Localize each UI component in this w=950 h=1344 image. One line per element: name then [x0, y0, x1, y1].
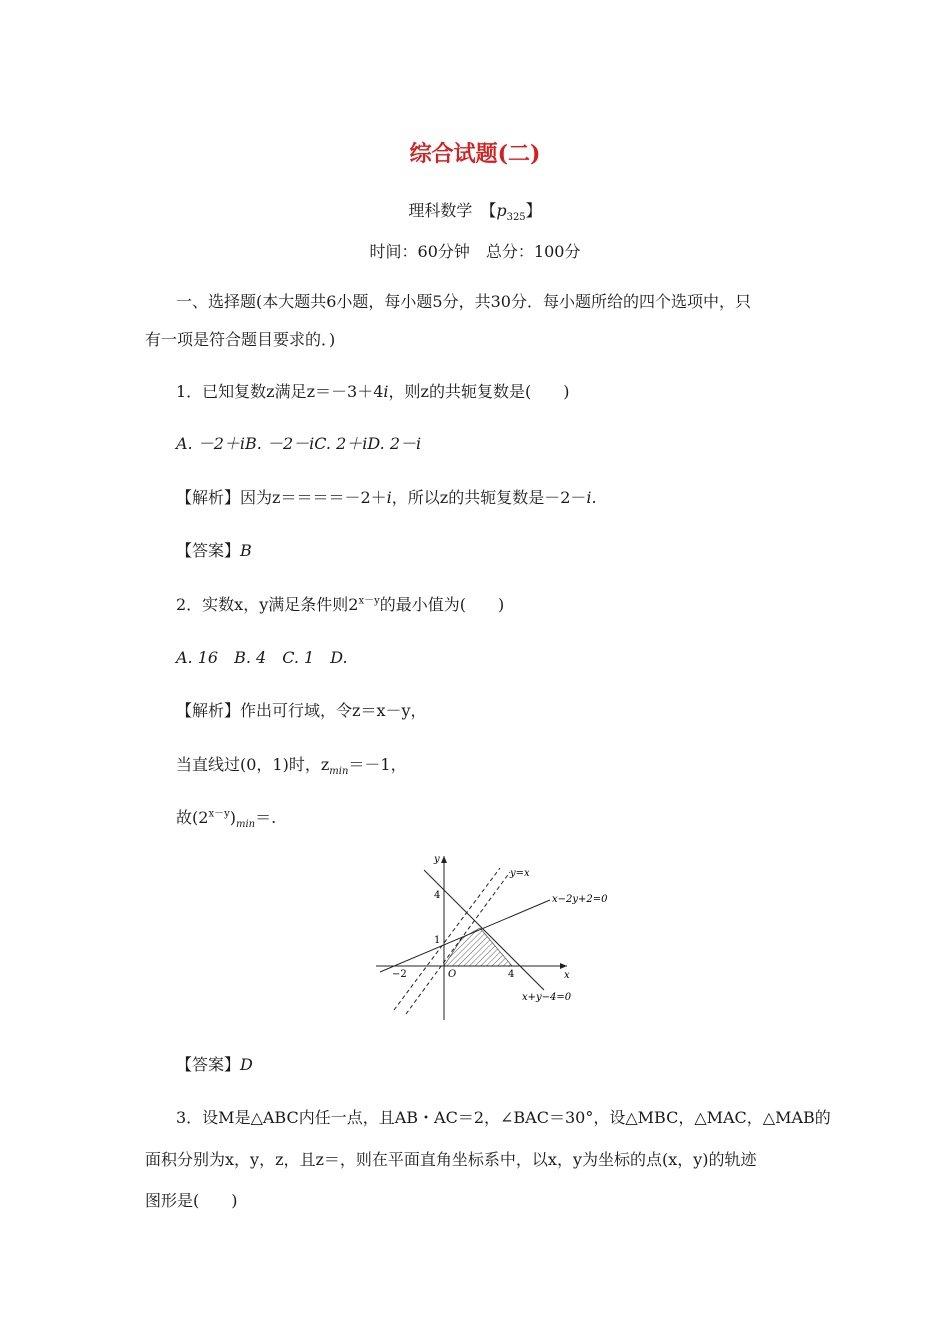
q2-stem-tail: 的最小值为( ) — [379, 595, 505, 614]
q2-exponent: x－y — [208, 808, 230, 820]
answer-label: 【答案】 — [176, 541, 241, 560]
question-2-analysis-line3 — [176, 808, 277, 831]
page-ref: p — [496, 201, 507, 220]
section-heading-line2: 有一项是符合题目要求的．) — [145, 330, 336, 349]
q1-stem-tail: ，则z的共轭复数是( ) — [388, 382, 570, 401]
origin-label: O — [448, 969, 457, 980]
q2-stem-text: 2．实数x，y满足条件则2 — [176, 595, 359, 614]
feasible-region-figure — [372, 848, 617, 1023]
subtitle-close: 】 — [525, 201, 542, 220]
label-line-1: x−2y+2=0 — [552, 894, 608, 905]
question-2-options: A. 16 B. 4 C. 1 D. — [176, 648, 348, 667]
question-1-analysis — [176, 488, 597, 508]
q2-line3-tail: ＝. — [255, 808, 277, 827]
x-axis-arrow-icon — [560, 963, 567, 969]
q2-analysis-text: 作出可行域，令z＝x－y， — [240, 701, 427, 720]
question-3-stem-line3: 图形是( ) — [145, 1191, 238, 1210]
q1-stem-text: 1．已知复数z满足z＝－3＋4 — [176, 382, 384, 401]
q2-line2-text: 当直线过(0，1)时，z — [176, 755, 330, 774]
line-y-equals-x-dashed — [406, 872, 510, 1014]
tick-label-4-y: 4 — [434, 890, 441, 901]
q1-imag-unit: i — [383, 382, 389, 401]
answer-label: 【答案】 — [176, 1055, 241, 1074]
subtitle — [0, 201, 950, 224]
q1-analysis-tail: ，所以z的共轭复数是－2－ — [391, 488, 587, 507]
shaded-region — [444, 928, 512, 966]
x-axis-label: x — [564, 970, 570, 981]
tick-label-neg2: −2 — [392, 969, 407, 980]
label-y-equals-x: y=x — [510, 868, 530, 879]
page-ref-number: 325 — [506, 212, 526, 224]
q2-min-subscript: min — [329, 766, 349, 778]
tick-label-4-x: 4 — [508, 969, 515, 980]
q2-paren: ) — [229, 808, 236, 827]
y-axis-arrow-icon — [441, 856, 447, 863]
analysis-label: 【解析】 — [176, 701, 241, 720]
q1-imag-unit: i — [386, 488, 392, 507]
q2-line3-text: 故(2 — [176, 808, 209, 827]
q2-exponent: x－y — [358, 595, 380, 607]
answer-value: B — [240, 541, 252, 560]
question-2-answer — [176, 1055, 253, 1075]
question-2-analysis — [176, 701, 427, 721]
subtitle-text: 理科数学 【 — [408, 201, 497, 220]
y-axis-label: y — [434, 854, 440, 865]
question-3-stem-line1: 3．设M是△ABC内任一点，且AB・AC＝2，∠BAC＝30°，设△MBC，△MAC，△MAB的 — [176, 1108, 831, 1127]
line-x-plus-y — [424, 870, 544, 990]
question-1-answer — [176, 541, 252, 561]
q2-line2-tail: ＝－1， — [348, 755, 407, 774]
answer-value: D — [240, 1055, 253, 1074]
question-2-analysis-line2 — [176, 755, 407, 778]
question-3-stem-line2: 面积分别为x，y，z，且z＝，则在平面直角坐标系中，以x，y为坐标的点(x，y)的轨迹 — [145, 1150, 757, 1169]
question-1-stem — [176, 382, 569, 402]
section-heading-line1: 一、选择题(本大题共6小题，每小题5分，共30分．每小题所给的四个选项中，只 — [176, 292, 751, 311]
exam-info: 时间：60分钟 总分：100分 — [369, 242, 581, 261]
analysis-label: 【解析】 — [176, 488, 241, 507]
tick-label-1-y: 1 — [434, 935, 441, 946]
page-title: 综合试题(二) — [409, 141, 541, 167]
q1-imag-unit: i. — [586, 488, 597, 507]
q1-analysis-text: 因为z＝＝＝＝－2＋ — [240, 488, 387, 507]
q2-min-subscript: min — [235, 819, 256, 831]
question-1-options: A. －2＋iB. －2－iC. 2＋iD. 2－i — [176, 434, 422, 453]
label-line-2: x+y−4=0 — [522, 992, 572, 1003]
question-2-stem — [176, 595, 504, 615]
